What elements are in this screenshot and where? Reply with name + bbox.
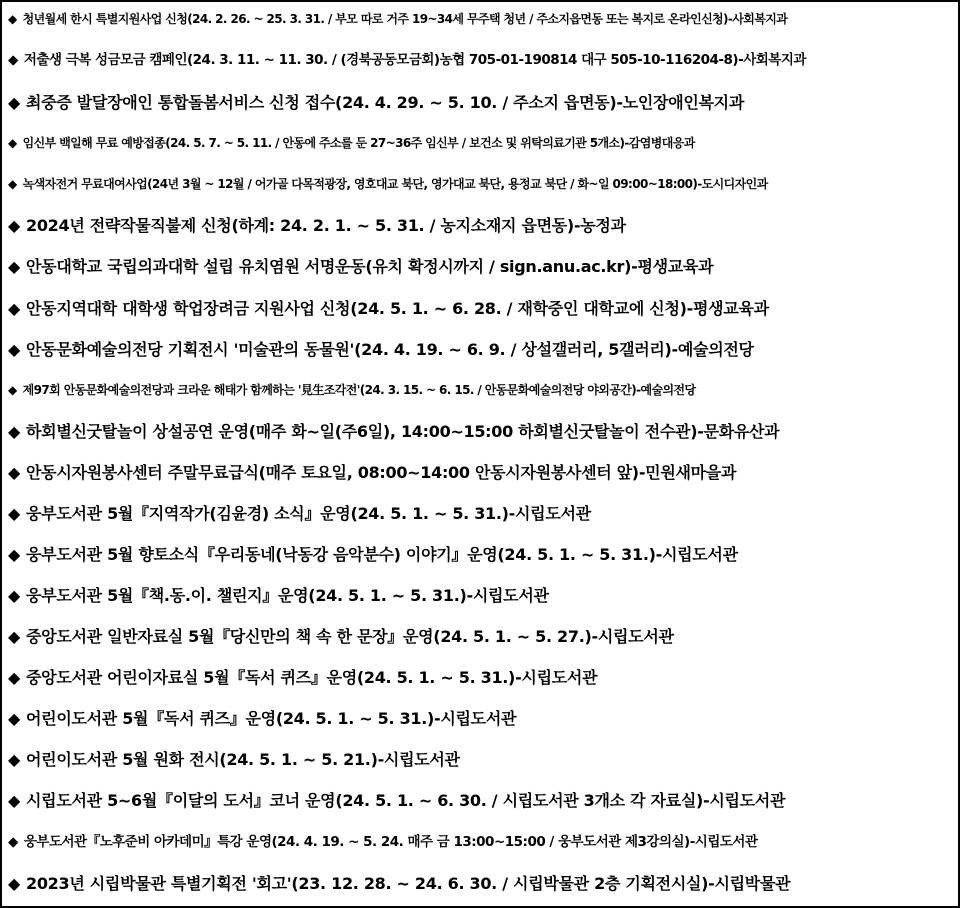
notice-text: 웅부도서관『노후준비 아카데미』특강 운영(24. 4. 19. ~ 5. 24. 매주 금 13:00~15:00 / 웅부도서관 제3강의실)-시립도서관 bbox=[23, 834, 758, 850]
diamond-bullet-icon: ◆ bbox=[8, 834, 18, 850]
notice-text: 웅부도서관 5월 향토소식『우리동네(낙동강 음악분수) 이야기』운영(24. 5. 1. ~ 5. 31.)-시립도서관 bbox=[26, 545, 738, 564]
notice-item[interactable] bbox=[8, 874, 956, 893]
notice-text: 웅부도서관 5월『지역작가(김윤경) 소식』운영(24. 5. 1. ~ 5. 31.)-시립도서관 bbox=[26, 504, 591, 523]
diamond-bullet-icon: ◆ bbox=[8, 668, 21, 687]
notice-text: 웅부도서관 5월『책.동.이. 챌린지』운영(24. 5. 1. ~ 5. 31.)-시립도서관 bbox=[26, 586, 549, 605]
notice-text: 어린이도서관 5월『독서 퀴즈』운영(24. 5. 1. ~ 5. 31.)-시립도서관 bbox=[26, 709, 517, 728]
diamond-bullet-icon: ◆ bbox=[8, 52, 18, 68]
notice-text: 안동대학교 국립의과대학 설립 유치염원 서명운동(유치 확정시까지 / sign.anu.ac.kr)-평생교육과 bbox=[26, 257, 714, 276]
notice-item[interactable] bbox=[8, 545, 956, 564]
notice-text: 저출생 극복 성금모금 캠페인(24. 3. 11. ~ 11. 30. / (경북공동모금회)농협 705-01-190814 대구 505-10-116204-8)-사회복지과 bbox=[23, 52, 806, 68]
notice-item[interactable] bbox=[8, 668, 956, 687]
notice-item[interactable] bbox=[8, 834, 956, 850]
notice-item[interactable] bbox=[8, 340, 956, 359]
notice-text: 2023년 시립박물관 특별기획전 '회고'(23. 12. 28. ~ 24. 6. 30. / 시립박물관 2층 기획전시실)-시립박물관 bbox=[26, 874, 791, 893]
notice-text: 임신부 백일해 무료 예방접종(24. 5. 7. ~ 5. 11. / 안동에 주소를 둔 27~36주 임신부 / 보건소 및 위탁의료기관 5개소)-감염병대응과 bbox=[22, 136, 695, 150]
notice-item[interactable] bbox=[8, 627, 956, 646]
notice-item[interactable] bbox=[8, 422, 956, 441]
notice-item[interactable] bbox=[8, 504, 956, 523]
notice-text: 어린이도서관 5월 원화 전시(24. 5. 1. ~ 5. 21.)-시립도서관 bbox=[26, 750, 460, 769]
diamond-bullet-icon: ◆ bbox=[8, 791, 21, 810]
diamond-bullet-icon: ◆ bbox=[8, 136, 17, 150]
diamond-bullet-icon: ◆ bbox=[8, 545, 21, 564]
notice-item[interactable] bbox=[8, 383, 956, 397]
diamond-bullet-icon: ◆ bbox=[8, 257, 21, 276]
diamond-bullet-icon: ◆ bbox=[8, 874, 21, 893]
diamond-bullet-icon: ◆ bbox=[8, 216, 21, 235]
diamond-bullet-icon: ◆ bbox=[8, 299, 21, 318]
notice-item[interactable] bbox=[8, 750, 956, 769]
notice-text: 안동시자원봉사센터 주말무료급식(매주 토요일, 08:00~14:00 안동시자원봉사센터 앞)-민원새마을과 bbox=[26, 463, 737, 482]
diamond-bullet-icon: ◆ bbox=[8, 504, 21, 523]
notice-item[interactable] bbox=[8, 791, 956, 810]
notice-text: 청년월세 한시 특별지원사업 신청(24. 2. 26. ~ 25. 3. 31. / 부모 따로 거주 19~34세 무주택 청년 / 주소지읍면동 또는 복지로 온라인신청)-사회복지과 bbox=[22, 12, 788, 26]
notice-item[interactable] bbox=[8, 216, 956, 235]
notice-item[interactable] bbox=[8, 136, 956, 150]
notice-text: 안동지역대학 대학생 학업장려금 지원사업 신청(24. 5. 1. ~ 6. 28. / 재학중인 대학교에 신청)-평생교육과 bbox=[26, 299, 769, 318]
diamond-bullet-icon: ◆ bbox=[8, 586, 21, 605]
notice-item[interactable] bbox=[8, 586, 956, 605]
notice-text: 녹색자전거 무료대여사업(24년 3월 ~ 12월 / 어가골 다목적광장, 영호대교 북단, 영가대교 북단, 용정교 북단 / 화~일 09:00~18:00)-도시디자인과 bbox=[22, 177, 768, 191]
notice-item[interactable] bbox=[8, 177, 956, 191]
diamond-bullet-icon: ◆ bbox=[8, 627, 21, 646]
notice-item[interactable] bbox=[8, 52, 956, 68]
diamond-bullet-icon: ◆ bbox=[8, 177, 17, 191]
diamond-bullet-icon: ◆ bbox=[8, 12, 17, 26]
notice-text: 최중증 발달장애인 통합돌봄서비스 신청 접수(24. 4. 29. ~ 5. 10. / 주소지 읍면동)-노인장애인복지과 bbox=[26, 93, 744, 112]
diamond-bullet-icon: ◆ bbox=[8, 750, 21, 769]
diamond-bullet-icon: ◆ bbox=[8, 463, 21, 482]
notice-text: 중앙도서관 일반자료실 5월『당신만의 책 속 한 문장』운영(24. 5. 1. ~ 5. 27.)-시립도서관 bbox=[26, 627, 674, 646]
notice-text: 시립도서관 5~6월『이달의 도서』코너 운영(24. 5. 1. ~ 6. 30. / 시립도서관 3개소 각 자료실)-시립도서관 bbox=[26, 791, 786, 810]
diamond-bullet-icon: ◆ bbox=[8, 383, 17, 397]
diamond-bullet-icon: ◆ bbox=[8, 422, 21, 441]
notice-item[interactable] bbox=[8, 709, 956, 728]
notice-item[interactable] bbox=[8, 257, 956, 276]
notice-text: 안동문화예술의전당 기획전시 '미술관의 동물원'(24. 4. 19. ~ 6. 9. / 상설갤러리, 5갤러리)-예술의전당 bbox=[26, 340, 754, 359]
notice-item[interactable] bbox=[8, 93, 956, 112]
notice-item[interactable] bbox=[8, 12, 956, 26]
notice-item[interactable] bbox=[8, 463, 956, 482]
notice-text: 중앙도서관 어린이자료실 5월『독서 퀴즈』운영(24. 5. 1. ~ 5. 31.)-시립도서관 bbox=[26, 668, 598, 687]
diamond-bullet-icon: ◆ bbox=[8, 709, 21, 728]
diamond-bullet-icon: ◆ bbox=[8, 340, 21, 359]
notice-text: 제97회 안동문화예술의전당과 크라운 해태가 함께하는 '見生조각전'(24. 3. 15. ~ 6. 15. / 안동문화예술의전당 야외공간)-예술의전당 bbox=[22, 383, 696, 397]
notice-text: 하회별신굿탈놀이 상설공연 운영(매주 화~일(주6일), 14:00~15:00 하회별신굿탈놀이 전수관)-문화유산과 bbox=[26, 422, 780, 441]
diamond-bullet-icon: ◆ bbox=[8, 93, 21, 112]
notice-item[interactable] bbox=[8, 299, 956, 318]
notice-text: 2024년 전략작물직불제 신청(하계: 24. 2. 1. ~ 5. 31. / 농지소재지 읍면동)-농정과 bbox=[26, 216, 626, 235]
